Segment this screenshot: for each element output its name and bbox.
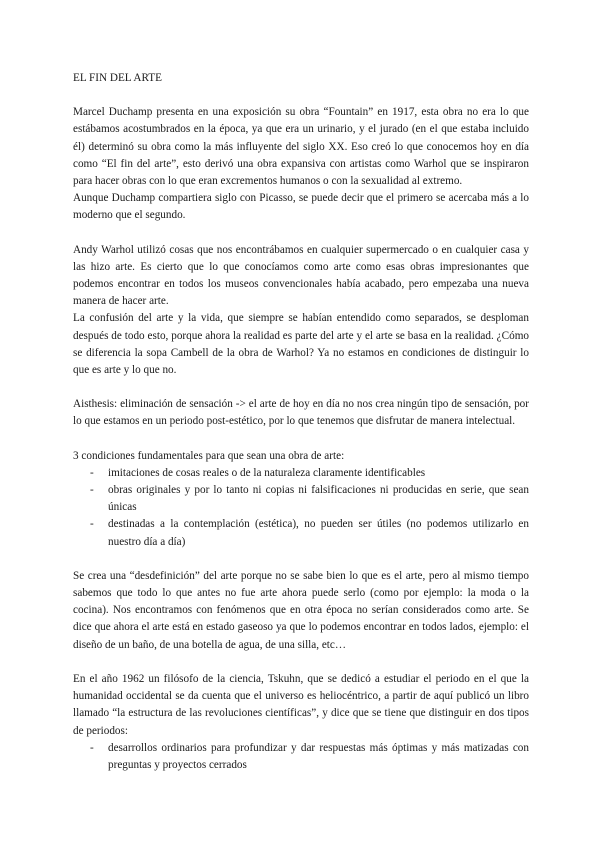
periods-list xyxy=(73,740,529,774)
paragraph-desdefinicion: Se crea una “desdefinición” del arte porque no se sabe bien lo que es el arte, pero al mismo tiempo sabemos que todo lo que antes no fue arte ahora puede serlo (como por ejemplo: la moda o la cocina). Nos encontramos con fenómenos que en otra época no serían considerados como arte. Se dice que ahora el arte está en estado gaseoso ya que lo podemos encontrar en todos lados, ejemplo: el diseño de un baño, de una botella de agua, de una silla, etc… xyxy=(73,569,529,651)
document-title: EL FIN DEL ARTE xyxy=(73,72,162,84)
conditions-list xyxy=(73,465,529,551)
paragraph-gap xyxy=(73,225,529,242)
paragraph-aisthesis: Aisthesis: eliminación de sensación -> el arte de hoy en día no nos crea ningún tipo de sensación, por lo que estamos en un periodo post-estético, por lo que tenemos que disfrutar de manera intelectual. xyxy=(73,398,529,428)
document-body xyxy=(73,70,529,774)
paragraph-picasso: Aunque Duchamp compartiera siglo con Picasso, se puede decir que el primero se acercaba más a lo moderno que el segundo. xyxy=(73,192,529,222)
list-item: - obras originales y por lo tanto ni copias ni falsificaciones ni producidas en serie, que sean únicas xyxy=(73,482,529,516)
paragraph-kuhn: En el año 1962 un filósofo de la ciencia, Tskuhn, que se dedicó a estudiar el periodo en el que la humanidad occidental se da cuenta que el universo es heliocéntrico, a partir de aquí publicó un libro llamado “la estructura de las revoluciones científicas”, y dice que se tiene que distinguir en dos tipos de periodos: xyxy=(73,672,529,737)
list-item: - desarrollos ordinarios para profundizar y dar respuestas más óptimas y más matizadas con preguntas y proyectos cerrados xyxy=(73,740,529,774)
paragraph-confusion: La confusión del arte y la vida, que siempre se habían entendido como separados, se desploman después de todo esto, porque ahora la realidad es parte del arte y el arte se basa en la realidad. ¿Cómo se diferencia la sopa Cambell de la obra de Warhol? Ya no estamos en condiciones de distinguir lo que es arte y lo que no. xyxy=(73,312,529,377)
paragraph-gap xyxy=(73,654,529,671)
list-item: - destinadas a la contemplación (estética), no pueden ser útiles (no podemos utilizarlo en nuestro día a día) xyxy=(73,516,529,550)
paragraph-gap xyxy=(73,379,529,396)
paragraph-gap xyxy=(73,551,529,568)
conditions-heading: 3 condiciones fundamentales para que sean una obra de arte: xyxy=(73,449,345,462)
paragraph-warhol: Andy Warhol utilizó cosas que nos encontrábamos en cualquier supermercado o en cualquier casa y las hizo arte. Es cierto que lo que conocíamos como arte como esas obras impresionantes que podemos encontrar en todos los museos convencionales había acabado, pero empezaba una nueva manera de hacer arte. xyxy=(73,243,529,308)
list-item: - imitaciones de cosas reales o de la naturaleza claramente identificables xyxy=(73,465,529,482)
paragraph-duchamp: Marcel Duchamp presenta en una exposición su obra “Fountain” en 1917, esta obra no era lo que estábamos acostumbrados en la época, ya que era un urinario, y el jurado (en el que estaba incluido él) determinó su obra como la más influyente del siglo XX. Eso creó lo que conocemos hoy en día como “El fin del arte”, esto derivó una obra expansiva con artistas como Warhol que se inspiraron para hacer obras con lo que eran excrementos humanos o con la sexualidad al extremo. xyxy=(73,106,529,188)
paragraph-gap xyxy=(73,431,529,448)
